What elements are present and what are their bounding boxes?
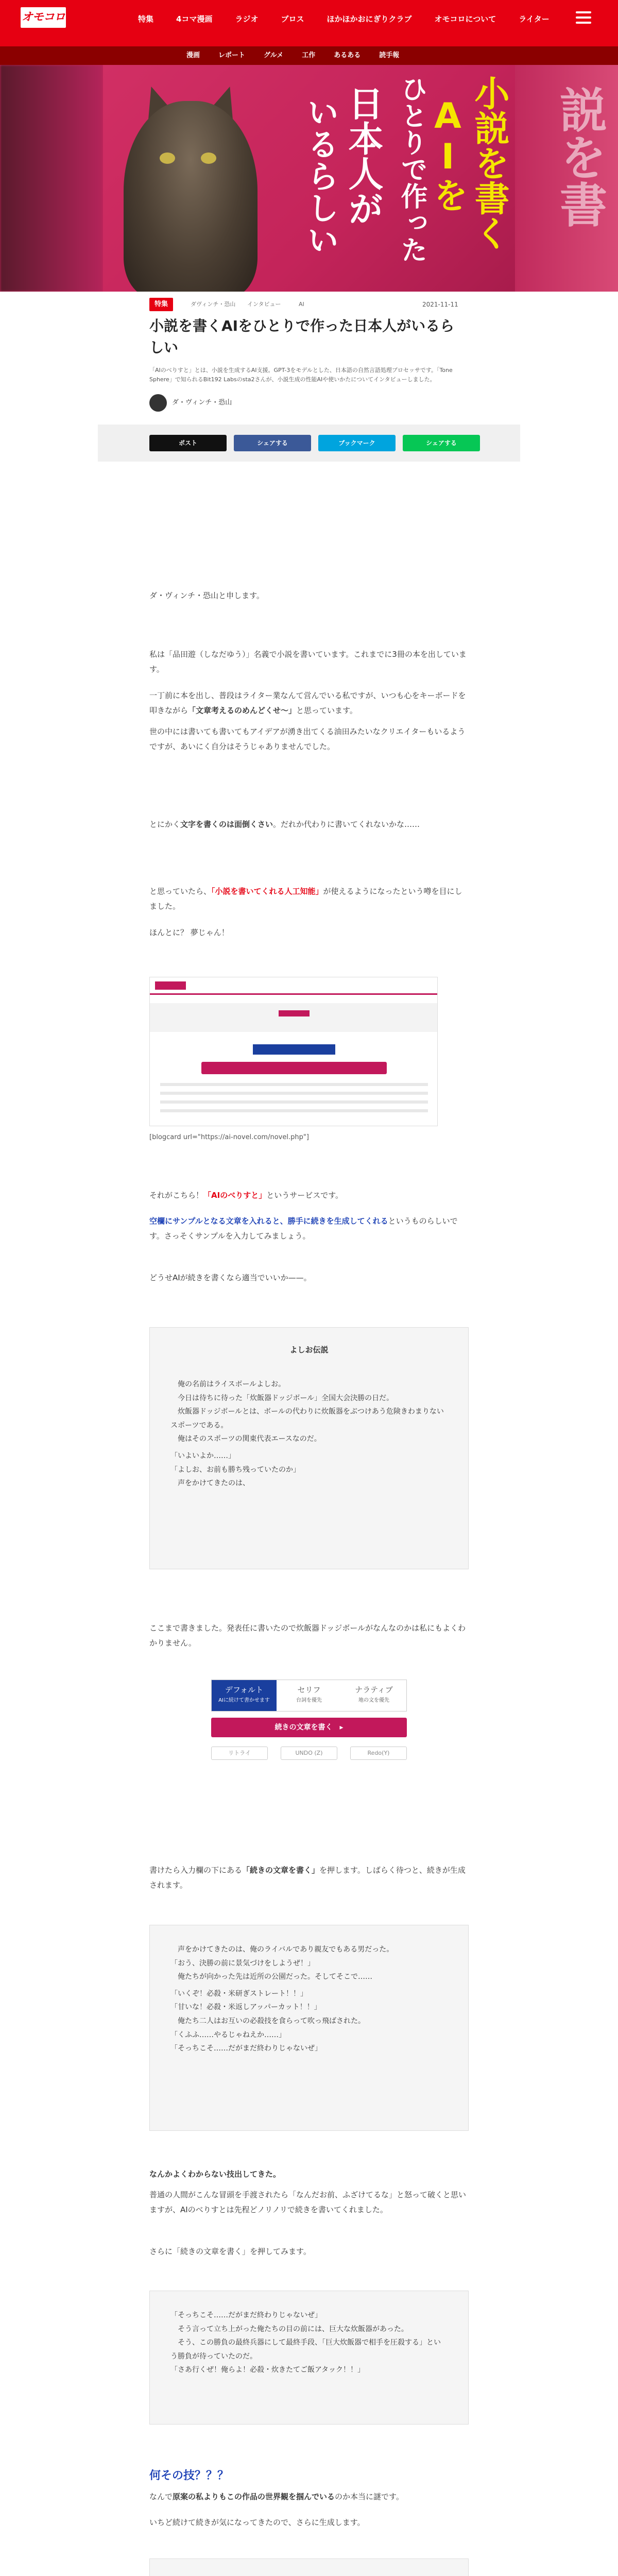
paragraph: ほんとに？ 夢じゃん！ — [149, 928, 229, 937]
subnav-item-craft[interactable]: 工作 — [302, 52, 316, 59]
tab-default[interactable]: デフォルト AIに続けて書かせます — [212, 1680, 277, 1711]
paragraph: なんで原案の私よりもこの作品の世界観を掴んでいるのか本当に謎です。 — [149, 2492, 404, 2501]
hero-side-text: 説を書 — [552, 86, 607, 228]
paragraph: ここまで書きました。発表任に書いたので炊飯器ドッジボールがなんなのかは私にもよくわかりません。 — [149, 1623, 466, 1648]
author-info[interactable] — [149, 393, 232, 413]
hero-banner — [0, 65, 618, 292]
box-line: 声をかけてきたのは、 — [178, 1479, 250, 1488]
box-line: 俺の名前はライスボールよしお。 — [178, 1380, 286, 1388]
hero-title-col: ひとりで作った — [396, 75, 427, 263]
generated-text-box — [149, 2291, 469, 2425]
box-line: 「よしお、お前も勝ち残っていたのか」 — [170, 1465, 300, 1474]
subnav-item-aruaru[interactable]: あるある — [334, 52, 361, 59]
box-line: 「いよいよか……」 — [170, 1451, 235, 1460]
generated-text-box — [149, 2558, 469, 2576]
paragraph: と思っていたら、「小説を書いてくれる人工知能」が使えるようになったという噂を目にしました。 — [149, 887, 462, 911]
generated-text-box — [149, 1925, 469, 2131]
tag-link[interactable]: ダヴィンチ・恐山 — [191, 301, 236, 308]
generate-button[interactable]: 続きの文章を書く ▸ — [211, 1718, 407, 1737]
tag-link[interactable]: AI — [299, 301, 304, 308]
nav-item-writer[interactable]: ライター — [519, 14, 550, 24]
subnav-item-report2[interactable]: 読手報 — [379, 52, 400, 59]
nav-item-about[interactable]: オモコロについて — [434, 14, 496, 24]
redo-button[interactable]: Redo(Y) — [350, 1747, 407, 1760]
menu-icon[interactable] — [576, 11, 591, 24]
article-title: 小説を書くAIをひとりで作った日本人がいるらしい — [149, 317, 455, 356]
top-bar — [0, 0, 618, 46]
paragraph: さらに「続きの文章を書く」を押してみます。 — [149, 2247, 311, 2256]
retry-button[interactable]: リトライ — [211, 1747, 268, 1760]
hero-title-col: AIを — [427, 96, 468, 212]
tab-narrative[interactable]: ナラティブ 地の文を優先 — [355, 1685, 393, 1703]
site-logo[interactable]: オモコロ — [21, 7, 66, 28]
mode-tabs — [211, 1680, 407, 1711]
box-line: 「くふふ……やるじゃねえか……」 — [170, 2030, 286, 2039]
box-title: よしお伝説 — [289, 1345, 329, 1354]
generation-widget — [211, 1669, 407, 1777]
author-avatar — [149, 394, 167, 412]
paragraph: 世の中には書いても書いてもアイデアが湧き出てくる油田みたいなクリエイターもいるようですが、あいにく自分はそうじゃありませんでした。 — [149, 727, 466, 751]
publish-date: 2021-11-11 — [422, 301, 458, 308]
box-line: 「おう、決勝の前に景気づけをしようぜ！」 — [170, 1959, 315, 1968]
paragraph: いちど続けて続きが気になってきたので、さらに生成します。 — [149, 2518, 365, 2527]
box-line: 俺たち二人はお互いの必殺技を食らって吹っ飛ばされた。 — [178, 2016, 365, 2025]
box-line: そう言って立ち上がった俺たちの目の前には、巨大な炊飯器があった。 — [178, 2325, 408, 2333]
hero-image — [103, 65, 515, 292]
paragraph: 一丁前に本を出し、普段はライター業なんて営んでいる私ですが、いつも心をキーボードを叩きながら「文章考えるのめんどくせ〜」と思っています。 — [149, 691, 466, 715]
tag-link[interactable]: インタビュー — [247, 301, 281, 308]
box-line: 「さあ行くぜ！俺らよ！必殺・炊きたてご飯アタック！！」 — [170, 2366, 365, 2375]
emphasis-heading: 何その技？？？ — [149, 2469, 229, 2482]
box-line: 炊飯器ドッジボールとは、ボールの代わりに炊飯器をぶつけあう危険きわまりないスポーツである。 — [170, 1408, 444, 1430]
nav-item-bros[interactable]: ブロス — [281, 14, 304, 24]
paragraph: なんかよくわからない技出してきた。 — [149, 2170, 281, 2179]
main-nav — [127, 11, 561, 27]
box-line: 「そっちこそ……だがまだ終わりじゃないぜ」 — [170, 2044, 322, 2053]
paragraph: それがこちら！「AIのべりすと」というサービスです。 — [149, 1191, 344, 1200]
subnav-item-manga[interactable]: 漫画 — [186, 52, 200, 59]
box-line: 俺たちが向かった先は近所の公園だった。そしてそこで…… — [178, 1973, 372, 1981]
cat-eye — [201, 152, 216, 164]
nav-item-onigiri[interactable]: ほかほかおにぎりクラブ — [327, 14, 412, 24]
paragraph: 私は「品田遊（しなだゆう）」名義で小説を書いています。これまでに3冊の本を出しています。 — [149, 650, 467, 674]
hero-title-col: いるらしい — [302, 96, 339, 256]
box-line: 「甘いな！必殺・米返しアッパーカット！！」 — [170, 2003, 321, 2012]
author-name: ダ・ヴィンチ・恐山 — [172, 399, 232, 407]
sub-nav — [0, 46, 618, 65]
nav-item-manga[interactable]: 4コマ漫画 — [176, 14, 213, 24]
box-line: 「いくぞ！必殺・米研ぎストレート！！」 — [170, 1989, 307, 1998]
nav-item-radio[interactable]: ラジオ — [235, 14, 259, 24]
paragraph: とにかく文字を書くのは面倒くさい。だれか代わりに書いてくれないかな…… — [149, 820, 420, 829]
undo-button[interactable]: UNDO (Z) — [281, 1747, 337, 1760]
hero-backdrop-left — [0, 65, 103, 292]
sample-text-box — [149, 1327, 469, 1569]
hero-title-col: 日本人が — [342, 86, 383, 226]
subnav-item-report[interactable]: レポート — [218, 52, 246, 59]
hero-title-col: 小説を書く — [469, 75, 509, 250]
site-screenshot — [149, 977, 438, 1126]
cat-eye — [160, 152, 175, 164]
nav-item-feature[interactable]: 特集 — [138, 14, 154, 24]
box-line: 「そっちこそ……だがまだ終わりじゃないぜ」 — [170, 2311, 322, 2319]
tab-dialogue[interactable]: セリフ 台詞を優先 — [296, 1685, 322, 1703]
subnav-item-gourmet[interactable]: グルメ — [264, 52, 284, 59]
x-post-button[interactable]: ポスト — [149, 435, 227, 451]
article-lead: 「AIのべりすと」とは、小説を生成するAI支援。GPT-3をモデルとした、日本語の自然言語処理プロセッサです。「Tone Sphere」で知られるBit192 Labsのsta2さんが、小説生成の性能AIや使いかたについてインタビューしました。 — [149, 367, 453, 383]
article-meta — [149, 295, 469, 310]
box-line: 声をかけてきたのは、俺のライバルであり親友でもある男だった。 — [178, 1945, 394, 1954]
box-line: 俺はそのスポーツの関東代表エースなのだ。 — [178, 1435, 321, 1444]
paragraph: 空欄にサンプルとなる文章を入れると、勝手に続きを生成してくれるというものらしいです。さっそくサンプルを入力してみましょう。 — [149, 1216, 458, 1241]
box-line: そう、この勝負の最終兵器にして最終手段、「巨大炊飯器で相手を圧殺する」という勝負が待っていたのだ。 — [170, 2338, 441, 2361]
facebook-share-button[interactable]: シェアする — [234, 435, 311, 451]
line-share-button[interactable]: シェアする — [403, 435, 480, 451]
share-bar — [98, 425, 520, 462]
hatena-bookmark-button[interactable]: ブックマーク — [318, 435, 396, 451]
blogcard-link[interactable]: [blogcard url="https://ai-novel.com/novel.php"] — [149, 1133, 309, 1141]
paragraph: ダ・ヴィンチ・恐山と申します。 — [149, 591, 264, 600]
box-line: 今日は待ちに待った「炊飯器ドッジボール」全国大会決勝の日だ。 — [178, 1394, 394, 1402]
cat-illustration — [124, 101, 258, 292]
paragraph: 普通の人間がこんな冒頭を手渡されたら「なんだお前、ふざけてるな」と怒って破くと思いますが、AIのべりすとは先程どノリノリで続きを書いてくれました。 — [149, 2190, 467, 2214]
paragraph: どうせAIが続きを書くなら適当でいいか——。 — [149, 1273, 312, 1282]
paragraph: 書けたら入力欄の下にある「続きの文章を書く」を押します。しばらく待つと、続きが生成されます。 — [149, 1866, 466, 1890]
category-badge[interactable]: 特集 — [149, 298, 173, 311]
